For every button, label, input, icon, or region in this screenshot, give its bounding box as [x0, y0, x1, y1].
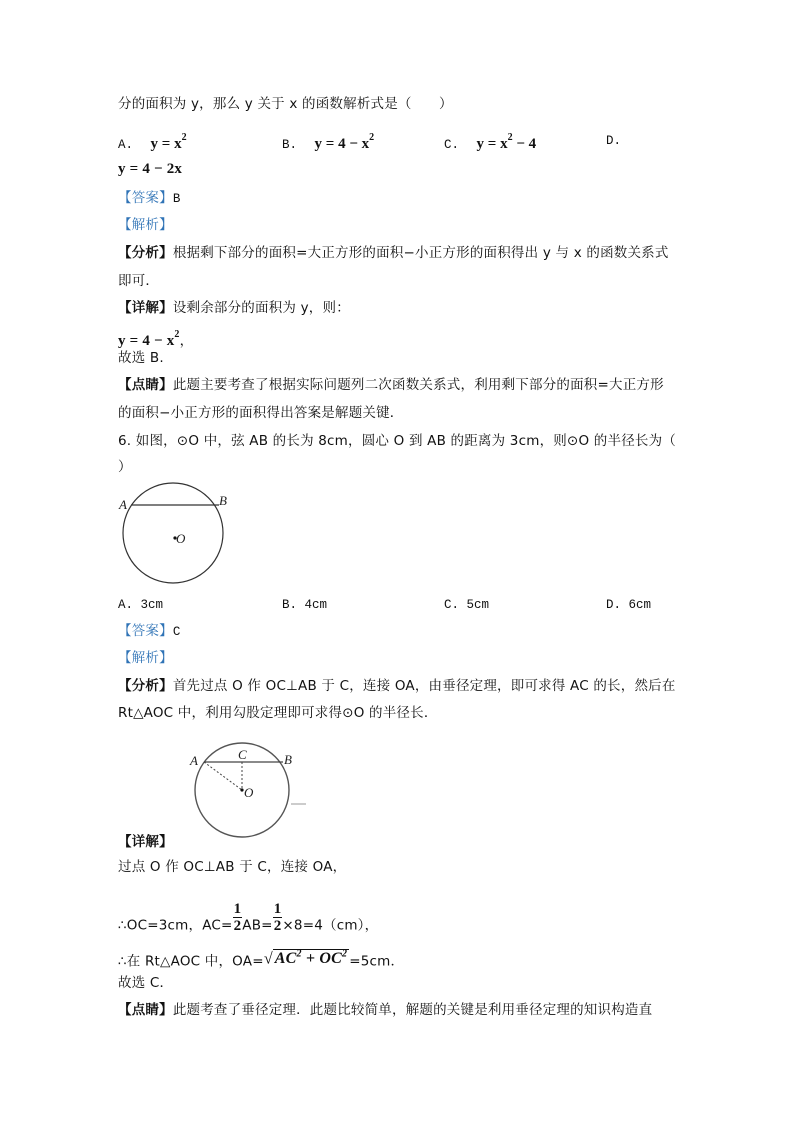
answer-value: B [172, 192, 181, 206]
fraction-half: $\frac{1}{2}$ [233, 901, 242, 934]
svg-text:A: A [119, 497, 127, 512]
q6-step3: ∴在 Rt△AOC 中，OA=√ $AC^2 + OC^2 =5cm$． [118, 948, 404, 970]
answer-value: C [172, 625, 181, 639]
q5-dianjing-line1: 【点睛】此题主要考查了根据实际问题列二次函数关系式，利用剩下部分的面积=大正方形 [118, 377, 664, 393]
svg-text:A: A [190, 753, 198, 768]
q6-option-c: C. 5cm [444, 598, 490, 612]
svg-text:O: O [244, 785, 254, 800]
q5-dianjing-line2: 的面积−小正方形的面积得出答案是解题关键． [118, 405, 404, 421]
q5-option-d-label: D. [606, 134, 622, 148]
svg-text:B: B [284, 752, 292, 767]
q6-circle-figure [115, 482, 235, 590]
q5-xiangjie-expr: $y = 4 - x^2$， [118, 329, 194, 349]
q6-option-a: A. 3cm [118, 598, 164, 612]
answer-tag: 【答案】 [118, 623, 173, 639]
q5-choose: 故选 B. [118, 350, 164, 366]
q5-stem-line: 分的面积为 y，那么 y 关于 x 的函数解析式是（ ） [118, 96, 453, 112]
svg-text:O: O [176, 531, 186, 546]
q6-stem-line2: ） [118, 459, 132, 475]
q5-analysis-tag: 【解析】 [118, 217, 173, 233]
q6-answer [118, 622, 181, 641]
option-label: C. [444, 138, 460, 152]
q6-step1: 过点 O 作 OC⊥AB 于 C，连接 OA， [118, 859, 347, 875]
sqrt-expression: √ $AC^2 + OC^2$ [263, 949, 348, 968]
q6-option-d: D. 6cm [606, 598, 652, 612]
svg-text:C: C [238, 747, 247, 762]
q6-fenxi-line2: Rt△AOC 中，利用勾股定理即可求得⊙O 的半径长． [118, 705, 438, 721]
option-label: A. [118, 138, 134, 152]
q6-stem-line1: 6. 如图，⊙O 中，弦 AB 的长为 8cm，圆心 O 到 AB 的距离为 3cm，则⊙O 的半径长为（ [118, 433, 677, 449]
q5-xiangjie: 【详解】设剩余部分的面积为 y，则： [118, 300, 350, 316]
q5-option-d-expr: y = 4 − 2x [118, 161, 183, 177]
option-label: B. [282, 138, 298, 152]
answer-tag: 【答案】 [118, 190, 173, 206]
q6-step2: ∴OC=3cm，AC= $\frac{1}{2}$ AB= $\frac{1}{2}$ ×8=4（cm）， [118, 901, 379, 934]
q6-choose: 故选 C． [118, 975, 174, 991]
q6-option-b: B. 4cm [282, 598, 328, 612]
q6-solution-figure [185, 740, 310, 840]
q5-option-b: B. $y = 4 - x^2$ [282, 132, 375, 152]
q5-answer [118, 189, 181, 208]
q6-xiangjie-tag: 【详解】 [118, 834, 173, 850]
q5-option-a: A. $y = x^2$ [118, 132, 187, 152]
q5-fenxi-line1: 【分析】根据剩下部分的面积=大正方形的面积−小正方形的面积得出 y 与 x 的函数关系式 [118, 245, 669, 261]
q5-fenxi-line2: 即可． [118, 273, 160, 289]
q5-option-c: C. $y = x^2 - 4$ [444, 132, 537, 152]
fraction-half: $\frac{1}{2}$ [273, 901, 282, 934]
q6-fenxi-line1: 【分析】首先过点 O 作 OC⊥AB 于 C，连接 OA，由垂径定理，即可求得 AC 的长，然后在 [118, 678, 676, 694]
q6-analysis-tag: 【解析】 [118, 650, 173, 666]
q6-dianjing-line1: 【点睛】此题考查了垂径定理．此题比较简单，解题的关键是利用垂径定理的知识构造直 [118, 1002, 653, 1018]
svg-text:B: B [219, 493, 227, 508]
